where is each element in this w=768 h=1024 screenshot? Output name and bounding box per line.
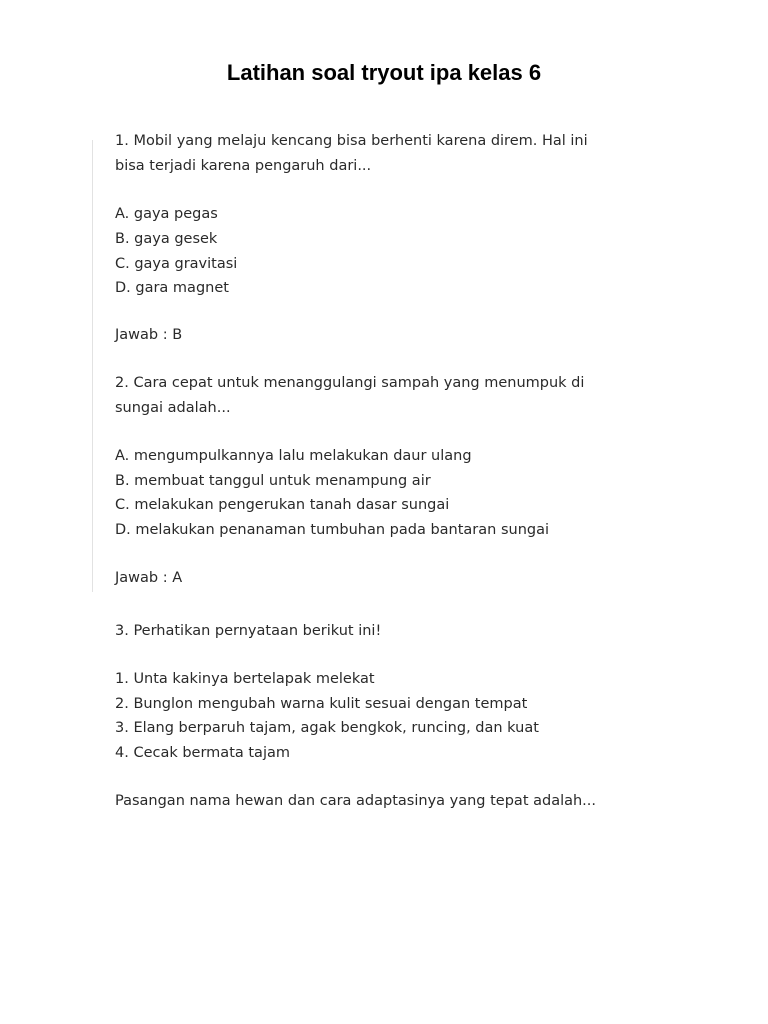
question-1-text-line-1: 1. Mobil yang melaju kencang bisa berhenti karena direm. Hal ini xyxy=(115,133,588,149)
question-1-option-d: D. gara magnet xyxy=(115,280,229,296)
question-3-statement-1: 1. Unta kakinya bertelapak melekat xyxy=(115,671,375,687)
question-2-option-b: B. membuat tanggul untuk menampung air xyxy=(115,473,431,489)
question-2-text-line-2: sungai adalah... xyxy=(115,400,231,416)
question-2-text-line-1: 2. Cara cepat untuk menanggulangi sampah yang menumpuk di xyxy=(115,375,585,391)
question-2-answer: Jawab : A xyxy=(115,570,183,586)
question-3-statement-2: 2. Bunglon mengubah warna kulit sesuai dengan tempat xyxy=(115,696,528,712)
question-3-text-line-1: 3. Perhatikan pernyataan berikut ini! xyxy=(115,623,382,639)
page-title: Latihan soal tryout ipa kelas 6 xyxy=(226,60,542,85)
question-1-option-a: A. gaya pegas xyxy=(115,206,218,222)
question-1-text-line-2: bisa terjadi karena pengaruh dari... xyxy=(115,158,372,174)
question-3-statement-3: 3. Elang berparuh tajam, agak bengkok, runcing, dan kuat xyxy=(115,720,539,736)
question-1-option-b: B. gaya gesek xyxy=(115,231,218,247)
question-3-statement-4: 4. Cecak bermata tajam xyxy=(115,745,290,761)
question-1-option-c: C. gaya gravitasi xyxy=(115,256,238,272)
question-2-option-a: A. mengumpulkannya lalu melakukan daur ulang xyxy=(115,448,472,464)
question-2-option-d: D. melakukan penanaman tumbuhan pada bantaran sungai xyxy=(115,522,550,538)
question-3-prompt: Pasangan nama hewan dan cara adaptasinya yang tepat adalah... xyxy=(115,793,597,809)
quote-divider xyxy=(92,140,93,592)
question-1-answer: Jawab : B xyxy=(115,327,183,343)
question-2-option-c: C. melakukan pengerukan tanah dasar sungai xyxy=(115,497,450,513)
